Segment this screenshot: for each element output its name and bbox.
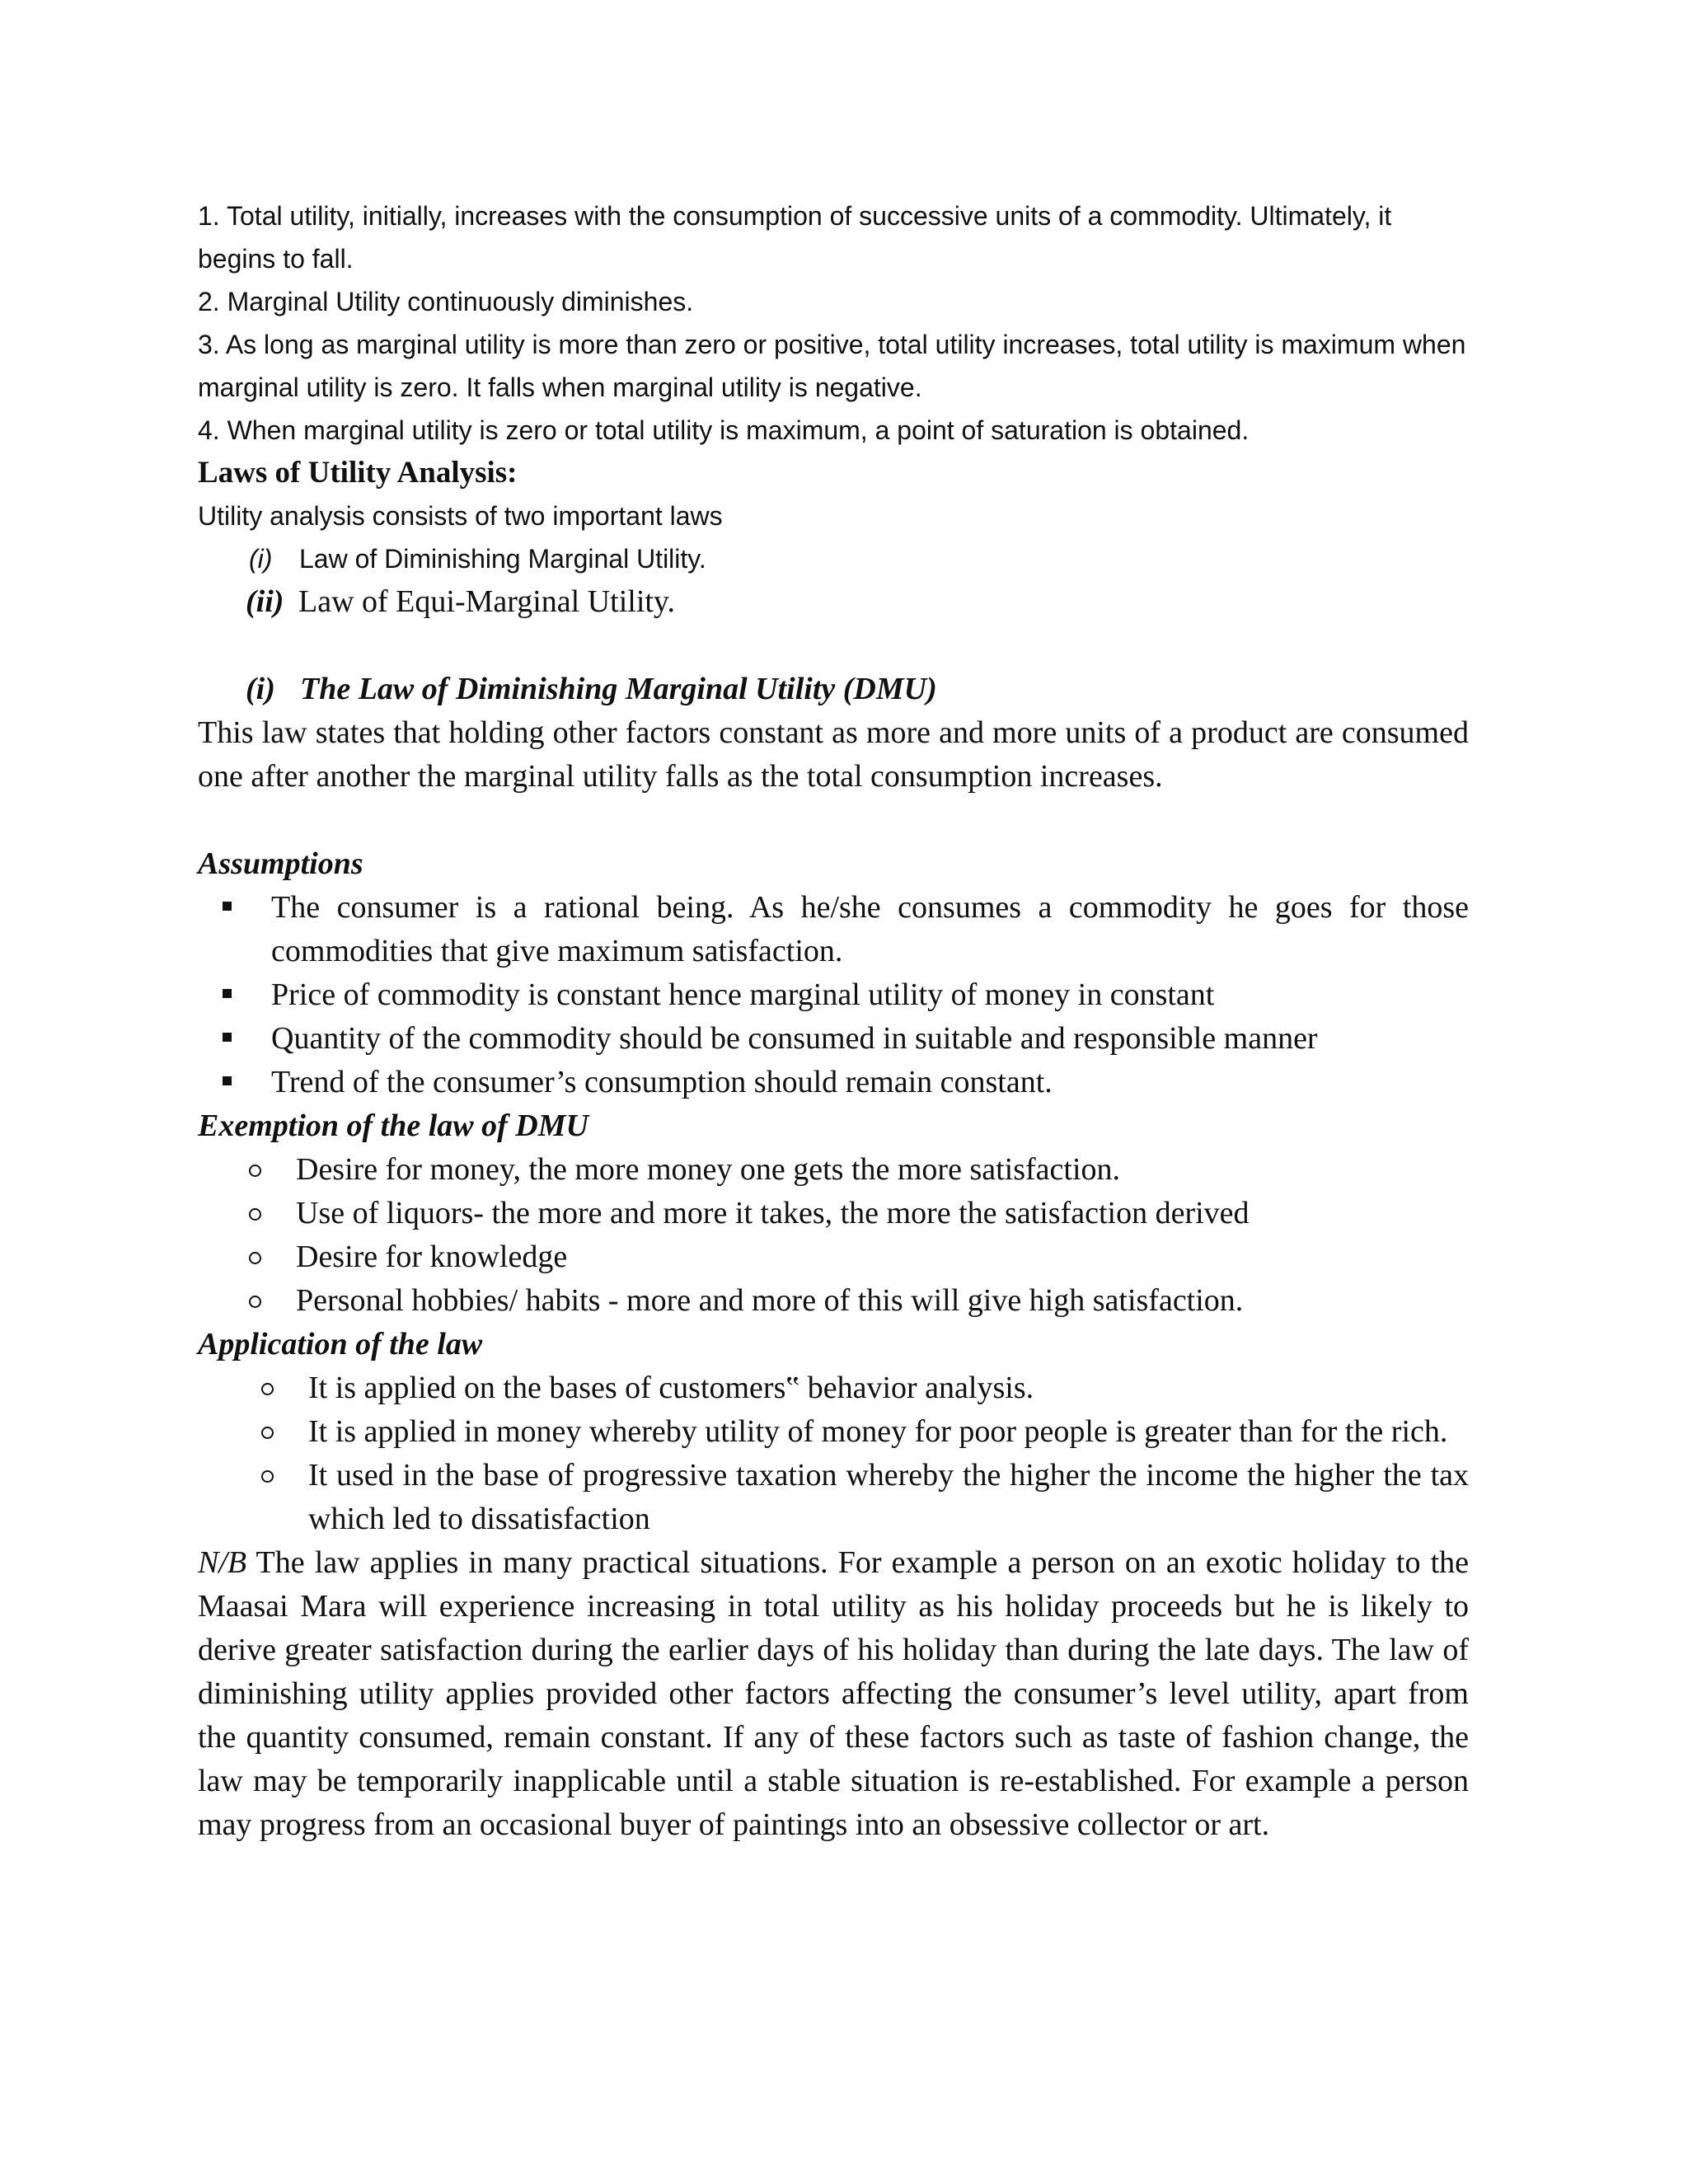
- list-item-text: The consumer is a rational being. As he/she consumes a commodity he goes for those commodities that give maximum satisfaction.: [271, 890, 1469, 968]
- circle-bullet-icon: [261, 1383, 274, 1395]
- list-item-text: Quantity of the commodity should be consumed in suitable and responsible manner: [271, 1021, 1318, 1056]
- dmu-heading-number: (i): [246, 672, 275, 706]
- assumptions-heading: Assumptions: [198, 846, 363, 881]
- list-item-text: It used in the base of progressive taxation whereby the higher the income the higher the tax which led to dissatisfaction: [308, 1458, 1469, 1536]
- law-item-text: Law of Equi-Marginal Utility.: [298, 584, 675, 619]
- circle-bullet-icon: [261, 1427, 274, 1439]
- dmu-statement: This law states that holding other factors constant as more and more units of a product are consumed one after another the marginal utility falls as the total consumption increases.: [198, 715, 1469, 794]
- list-item: [198, 1192, 1469, 1235]
- exemption-heading: Exemption of the law of DMU: [198, 1108, 588, 1143]
- spacer: [198, 799, 1469, 842]
- list-item-text: Use of liquors- the more and more it takes, the more the satisfaction derived: [296, 1196, 1250, 1230]
- intro-point: 2. Marginal Utility continuously diminishes.: [198, 287, 694, 316]
- list-item: [198, 1410, 1469, 1454]
- intro-point: 1. Total utility, initially, increases with the consumption of successive units of a commodity. Ultimately, it begins to fall.: [198, 201, 1392, 274]
- list-item: [198, 1235, 1469, 1279]
- laws-intro: Utility analysis consists of two important laws: [198, 501, 723, 531]
- list-item-text: It is applied in money whereby utility of money for poor people is greater than for the rich.: [308, 1414, 1448, 1449]
- assumptions-list: [198, 886, 1469, 1104]
- list-item: [198, 886, 1469, 973]
- circle-bullet-icon: [249, 1208, 261, 1221]
- list-item: [198, 1366, 1469, 1410]
- list-item: [198, 1061, 1469, 1104]
- application-heading: Application of the law: [198, 1327, 483, 1361]
- law-item-number: (i): [249, 544, 273, 574]
- laws-heading: Laws of Utility Analysis:: [198, 456, 518, 490]
- application-list: [198, 1366, 1469, 1541]
- list-item-text: Desire for money, the more money one gets the more satisfaction.: [296, 1152, 1121, 1187]
- intro-point: 3. As long as marginal utility is more than zero or positive, total utility increases, total utility is maximum when marginal utility is zero. It falls when marginal utility is negative.: [198, 330, 1466, 402]
- circle-bullet-icon: [249, 1252, 261, 1264]
- square-bullet-icon: [223, 1076, 232, 1085]
- exemption-list: [198, 1148, 1469, 1323]
- square-bullet-icon: [223, 1033, 232, 1042]
- list-item: [198, 1279, 1469, 1323]
- intro-point: 4. When marginal utility is zero or total utility is maximum, a point of saturation is obtained.: [198, 415, 1250, 445]
- law-item-number: (ii): [246, 584, 284, 619]
- list-item: [198, 1017, 1469, 1061]
- list-item: [198, 973, 1469, 1017]
- note-paragraph: [198, 1541, 1469, 1847]
- note-label: N/B: [198, 1545, 247, 1580]
- list-item-text: Desire for knowledge: [296, 1240, 568, 1274]
- dmu-heading: [246, 668, 1469, 711]
- list-item: [198, 1148, 1469, 1192]
- square-bullet-icon: [223, 902, 232, 911]
- list-item: [198, 1454, 1469, 1541]
- circle-bullet-icon: [261, 1470, 274, 1483]
- square-bullet-icon: [223, 989, 232, 998]
- intro-points: [198, 194, 1469, 452]
- note-text: The law applies in many practical situations. For example a person on an exotic holiday to the Maasai Mara will experience increasing in total utility as his holiday proceeds but he is likely to derive greater satisfaction during the earlier days of his holiday than during the late days. The law of diminishing utility applies provided other factors affecting the consumer’s level utility, apart from the quantity consumed, remain constant. If any of these factors such as taste of fashion change, the law may be temporarily inapplicable until a stable situation is re-established. For example a person may progress from an occasional buyer of paintings into an obsessive collector or art.: [198, 1545, 1469, 1842]
- list-item-text: It is applied on the bases of customers‟ behavior analysis.: [308, 1371, 1034, 1405]
- law-item-text: Law of Diminishing Marginal Utility.: [299, 544, 706, 574]
- law-item: [249, 537, 1469, 580]
- list-item-text: Trend of the consumer’s consumption should remain constant.: [271, 1065, 1053, 1099]
- law-item: [246, 580, 1469, 624]
- list-item-text: Personal hobbies/ habits - more and more of this will give high satisfaction.: [296, 1283, 1244, 1318]
- dmu-heading-title: The Law of Diminishing Marginal Utility (DMU): [300, 672, 937, 706]
- circle-bullet-icon: [249, 1296, 261, 1308]
- list-item-text: Price of commodity is constant hence marginal utility of money in constant: [271, 977, 1215, 1012]
- document-page: [198, 194, 1469, 1847]
- circle-bullet-icon: [249, 1165, 261, 1177]
